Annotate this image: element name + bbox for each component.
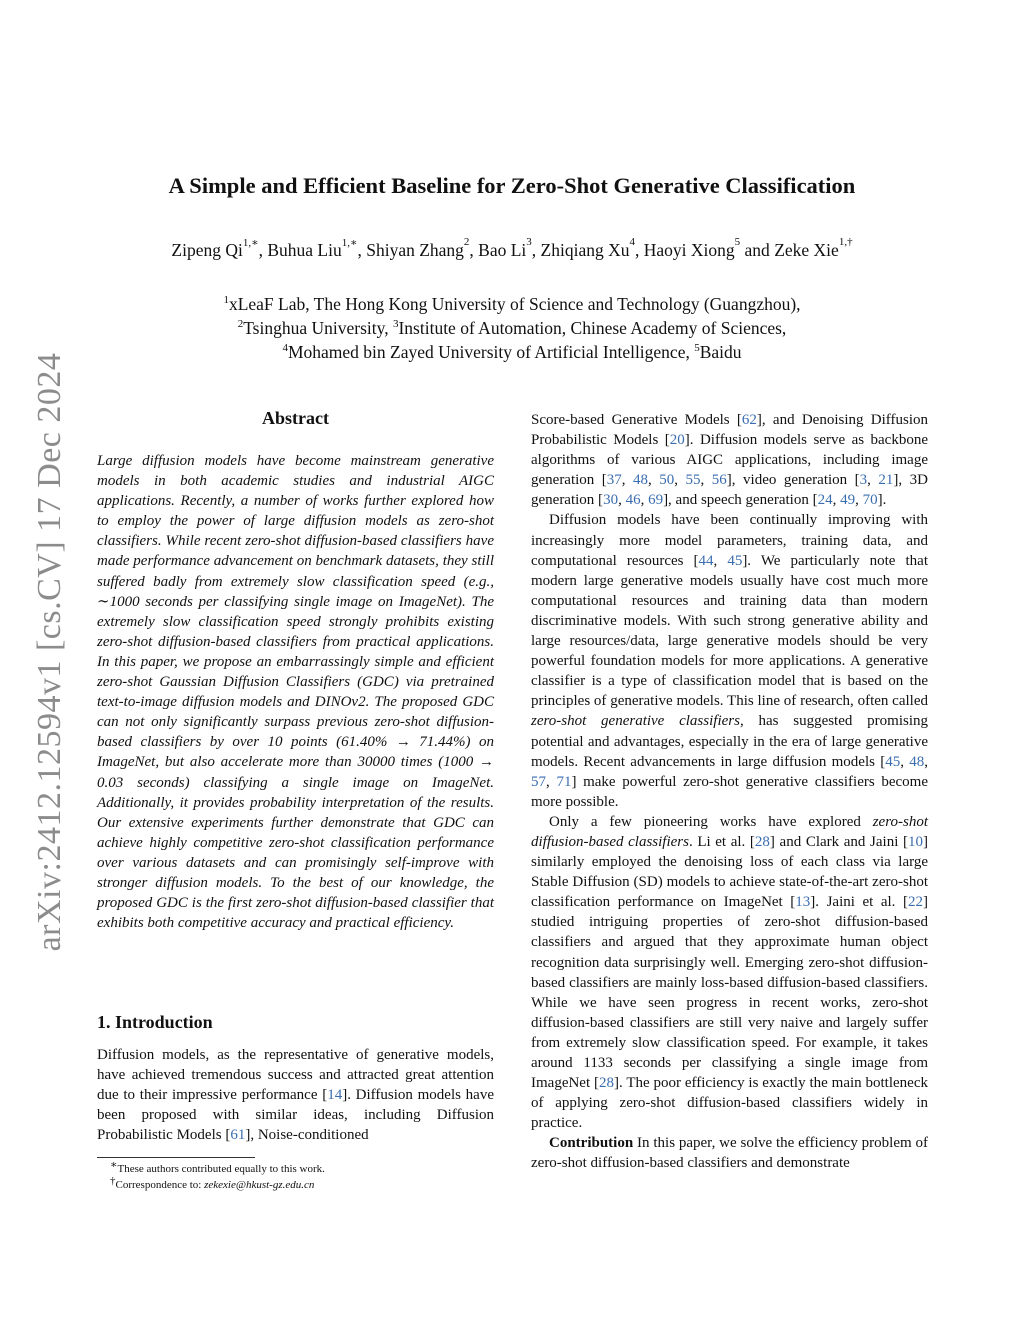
author-name: Bao Li [478,240,527,260]
affiliation-text: Baidu [699,342,742,362]
affiliation-text: Institute of Automation, Chinese Academy of Sciences, [398,318,787,338]
affiliation-mark: 3 [392,318,399,330]
citation-link[interactable]: 55 [685,472,701,489]
author-name: Shiyan Zhang [366,240,464,260]
citation-link[interactable]: 49 [840,492,856,509]
footnote-equal-contribution [110,1159,325,1177]
footnote-mark: ∗ [110,1159,118,1171]
citation-link[interactable]: 48 [633,472,649,489]
text-run: ]. Diffusion models serve as backbone algorithms of various AIGC applications, including image generation [ [531,432,929,489]
author-affiliation-mark: 1,∗ [341,237,358,249]
citation-link[interactable]: 57 [531,773,546,790]
citation-link[interactable]: 45 [885,753,901,770]
citation-link[interactable]: 20 [669,432,685,449]
affiliation-mark: 2 [237,318,244,330]
text-run: ] studied intriguing properties of zero-shot diffusion-based classifiers and argued that they approximate human object recognition data surprisingly well. Emerging zero-shot diffusion-based classifiers are mainly loss-based diffusion-based classifiers. While we have seen progress in recent works, zero-shot diffusion-based classifiers are still very naive and largely suffer from extremely slow classification speed. For example, it takes around 1133 seconds per classifying a single image from ImageNet [ [531,894,928,1092]
paragraph [531,1133,928,1173]
citation-link[interactable]: 46 [625,492,641,509]
text-run: ]. [877,492,887,509]
author-name: Buhua Liu [267,240,342,260]
citation-link[interactable]: 71 [556,773,572,790]
author-affiliation-mark: 4 [629,236,635,248]
affiliation-mark: 5 [694,342,700,354]
intro-paragraph [97,1045,494,1145]
footnote-text: Correspondence to: [115,1179,205,1191]
citation-link[interactable]: 48 [909,753,925,770]
emphasis: zero-shot diffusion-based classifiers [531,813,928,850]
paragraph: Score-based Generative Models [62], and Denoising Diffusion Probabilistic Models [20]. Diffusion models serve as backbone algorithms of various AIGC applications, including image generation [37, 48, 50, 55, 56], video generation [3, 21], 3D generation [30, 46, 69], and speech generation [24, 49, 70]. [531,412,929,509]
citation-link[interactable]: 62 [741,412,757,428]
text-run: ] make powerful zero-shot generative classifiers become more possible. [531,773,928,810]
text-run: ]. Jaini et al. [ [810,894,908,911]
text-run: ]. We particularly note that modern large generative models usually have cost much more computational resources and training data than modern discriminative models. With such strong generative ability and large resources/data, large generative models should be very powerful foundation models for more applications. A generative classifier is a type of classification model that is based on the principles of generative models. This line of research, often called [531,552,928,710]
arxiv-identifier: arXiv:2412.12594v1 [cs.CV] 17 Dec 2024 [31,352,68,952]
text-run: Score-based Generative Models [ [531,412,742,428]
text-run: ]. Diffusion models have been proposed with similar ideas, including Diffusion Probabilistic Models [ [97,1087,494,1144]
citation-link[interactable]: 3 [859,472,868,489]
run-in-heading: Contribution [549,1135,634,1152]
text-run: ] and Clark and Jaini [ [769,833,908,850]
author-affiliation-mark: 2 [463,236,470,248]
citation-link[interactable]: 24 [817,492,833,509]
footnote-rule [97,1157,255,1158]
text-run: ], 3D generation [ [531,472,928,509]
text-run: . Li et al. [ [688,833,755,850]
author-affiliation-mark: 5 [734,236,741,248]
paragraph: Diffusion models have been continually improving with increasingly more model parameters, training data, and computational resources [44, 45]. We particularly note that modern large generative models usually have cost much more computational resources and training data than modern discriminative models. With such strong generative ability and large resources/data, large generative models should be very powerful foundation models for more applications. A generative classifier is a type of classification model that is based on the principles of generative models. This line of research, often called zero-shot generative classifiers, has suggested promising potential and advantages, especially in the era of large generative models. Recent advancements in large diffusion models [45, 48, 57, 71] make powerful zero-shot generative classifiers become more possible. [531,512,929,810]
citation-link[interactable]: 50 [659,472,675,489]
author-affiliation-mark: 3 [526,236,532,248]
footnote-correspondence [110,1175,315,1193]
citation-link[interactable]: 22 [907,894,923,911]
author-affiliation-mark: 1,† [838,236,853,248]
citation-link[interactable]: 56 [711,472,727,489]
citation-link[interactable]: 14 [327,1087,343,1104]
citation-link[interactable]: 45 [727,552,743,569]
author-affiliation-mark: 1,∗ [242,237,259,249]
affiliation-mark: 4 [282,342,288,354]
affiliation-mark: 1 [223,294,229,306]
author-name: Haoyi Xiong [643,240,735,260]
affiliation-line [0,292,1024,316]
text-run: ]. The poor efficiency is exactly the main bottleneck of applying zero-shot diffusion-based classifiers widely in practice. [531,1075,928,1132]
paper-title: A Simple and Efficient Baseline for Zero-Shot Generative Classification [168,173,856,198]
affiliation-text: Tsinghua University, [243,318,393,338]
text-run: , has suggested promising potential and advantages, especially in the era of large generative models. Recent advancements in large diffusion models [ [531,713,928,770]
citation-link[interactable]: 70 [862,492,878,509]
footnote-mark: † [110,1175,116,1187]
text-run: In this paper, we solve the efficiency problem of zero-shot diffusion-based classifiers and demonstrate [531,1135,928,1172]
text-run: Diffusion models have been continually improving with increasingly more model parameters, training data, and computational resources [ [531,512,928,569]
citation-link[interactable]: 21 [878,472,894,489]
citation-link[interactable]: 44 [698,552,714,569]
citation-link[interactable]: 10 [908,833,923,850]
author-name: Zipeng Qi [171,240,243,260]
citation-link[interactable]: 13 [795,894,811,911]
correspondence-email[interactable]: zekexie@hkust-gz.edu.cn [204,1179,315,1191]
abstract-body: Large diffusion models have become mainstream generative models in both academic studies and industrial AIGC applications. Recently, a number of works further explored how to employ the power of large diffusion models as zero-shot classifiers. While recent zero-shot diffusion-based classifiers have made performance advancement on benchmark datasets, they still suffered badly from extremely slow classification speed (e.g., ∼1000 seconds per classifying single image on ImageNet). The extremely slow classification speed strongly prohibits existing zero-shot diffusion-based classifiers from practical applications. In this paper, we propose an embarrassingly simple and efficient zero-shot Gaussian Diffusion Classifiers (GDC) via pretrained text-to-image diffusion models and DINOv2. The proposed GDC can not only significantly surpass previous zero-shot diffusion-based classifiers by over 10 points (61.40% → 71.44%) on ImageNet, but also accelerate more than 30000 times (1000 → 0.03 seconds) classifying a single image on ImageNet. Additionally, it provides probability interpretation of the results. Our extensive experiments further demonstrate that GDC can achieve highly competitive zero-shot classification performance over various datasets and can promisingly self-improve with stronger diffusion models. To the best of our knowledge, the proposed GDC is the first zero-shot diffusion-based classifier that exhibits both competitive accuracy and practical efficiency. [97,453,494,932]
citation-link[interactable]: 69 [648,492,664,509]
citation-link[interactable]: 37 [606,472,622,489]
paragraph [531,812,928,1134]
text-run: ], and speech generation [ [663,492,818,509]
text-run: ], video generation [ [726,472,860,489]
text-run: ] similarly employed the denoising loss of each class via large Stable Diffusion (SD) models to achieve state-of-the-art zero-shot classification performance on ImageNet [ [531,833,928,911]
author-name: Zeke Xie [774,240,839,260]
affiliation-text: Mohamed bin Zayed University of Artificial Intelligence, [287,342,695,362]
section-heading-introduction: 1. Introduction [97,1012,213,1032]
citation-link[interactable]: 30 [603,492,619,509]
right-column [531,410,928,1174]
affiliation-line [0,316,1024,340]
abstract-heading: Abstract [262,408,329,428]
citation-link[interactable]: 28 [599,1075,614,1092]
text-run: ], Noise-conditioned [245,1127,369,1144]
affiliation-line [0,340,1024,364]
text-run: ], and Denoising Diffusion Probabilistic Models [ [531,412,929,449]
affiliation-text: xLeaF Lab, The Hong Kong University of Science and Technology (Guangzhou), [228,294,801,314]
footnote-text: These authors contributed equally to this work. [117,1163,325,1175]
author-list: Zipeng $Qi^{1,∗}$, Buhua Liu$^{1,∗}$, Shiyan Zhang$^2$, Bao Li$^3$, Zhiqiang Xu$^4$, Haoyi Xiong$^5$ and Zeke Xie$^{1,\dagger}$ [171,236,853,260]
text-run: Only a few pioneering works have explored [549,813,873,830]
affiliations [0,292,1024,364]
citation-link[interactable]: 28 [754,833,770,850]
text-run: Diffusion models, as the representative of generative models, have achieved tremendous success and attracted great attention due to their impressive performance [ [97,1047,494,1104]
emphasis: zero-shot generative classifiers [531,713,740,730]
author-name: Zhiqiang Xu [540,240,630,260]
citation-link[interactable]: 61 [230,1127,246,1144]
